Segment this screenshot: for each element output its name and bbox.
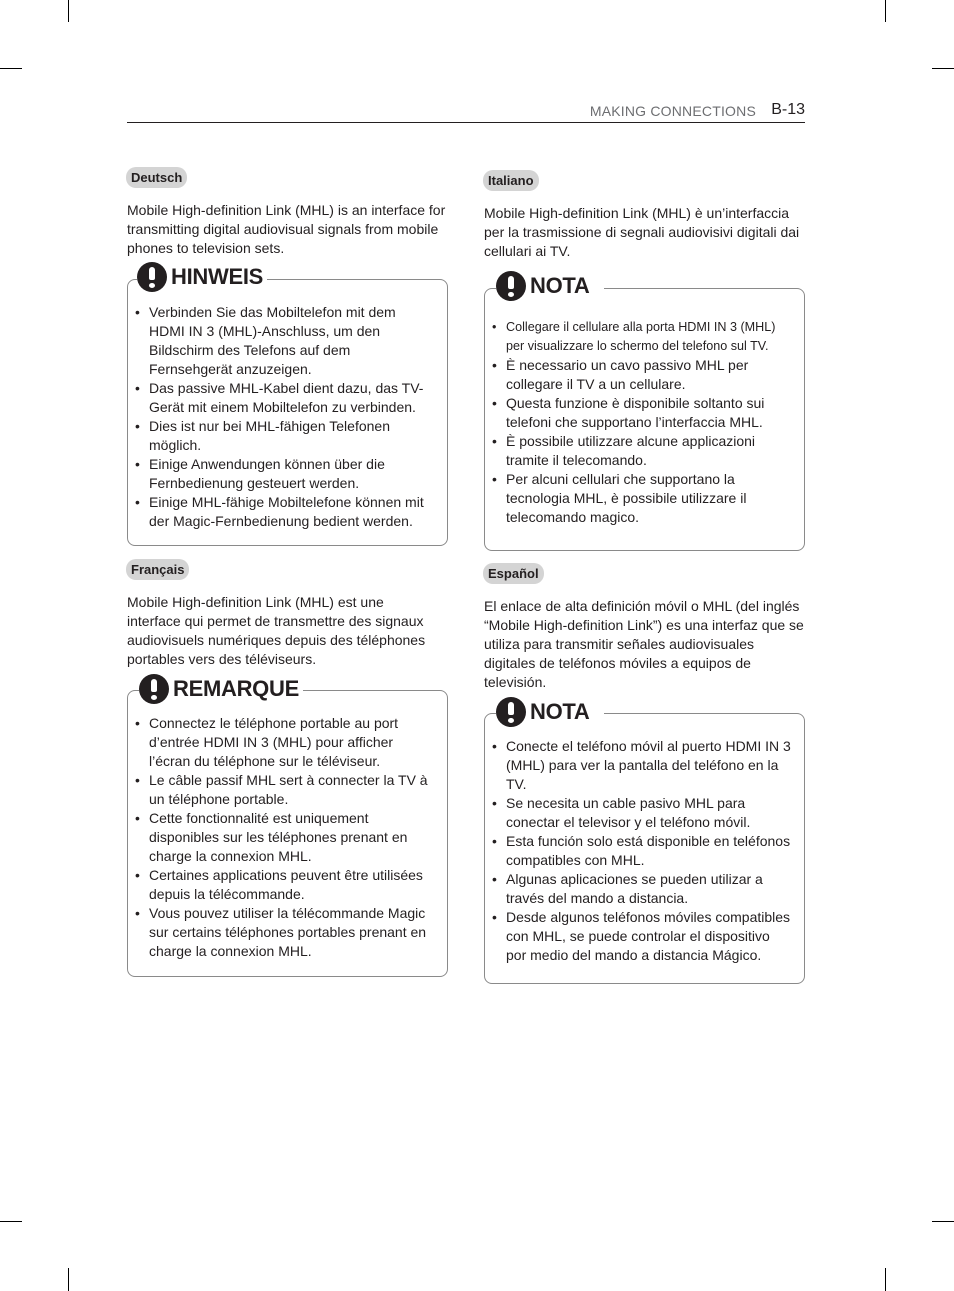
crop-mark	[932, 1221, 954, 1222]
note-title: REMARQUE	[173, 676, 299, 701]
page-header	[127, 100, 805, 123]
note-heading-remarque	[139, 674, 303, 704]
list-item: • Certaines applications peuvent être utilisées depuis la télécommande.	[135, 866, 435, 904]
crop-mark	[68, 1268, 69, 1291]
list-item: • Einige MHL-fähige Mobiltelefone können mit der Magic-Fernbedienung bedient werden.	[135, 493, 432, 531]
list-item: • Conecte el teléfono móvil al puerto HDMI IN 3 (MHL) para ver la pantalla del teléfono en la TV.	[492, 737, 792, 794]
list-item: • Verbinden Sie das Mobiltelefon mit dem HDMI IN 3 (MHL)-Anschluss, um den Bildschirm des Telefons auf dem Fernsehgerät anzuzeigen.	[135, 303, 432, 379]
warning-icon	[496, 271, 526, 301]
note-title: HINWEIS	[171, 264, 264, 289]
section-title: MAKING CONNECTIONS	[589, 103, 756, 119]
language-tag-deutsch: Deutsch	[126, 167, 187, 188]
crop-mark	[885, 0, 886, 22]
language-tag-francais: Français	[126, 559, 189, 580]
list-item: • Dies ist nur bei MHL-fähigen Telefonen möglich.	[135, 417, 432, 455]
crop-mark	[885, 1268, 886, 1291]
list-item: • Se necesita un cable pasivo MHL para conectar el televisor y el teléfono móvil.	[492, 794, 792, 832]
list-item: • Algunas aplicaciones se pueden utilizar a través del mando a distancia.	[492, 870, 792, 908]
list-item: • Desde algunos teléfonos móviles compatibles con MHL, se puede controlar el dispositivo por medio del mando a distancia Mágico.	[492, 908, 792, 965]
list-item: • Einige Anwendungen können über die Fernbedienung gesteuert werden.	[135, 455, 432, 493]
language-tag-italiano: Italiano	[483, 170, 539, 191]
intro-paragraph-francais: Mobile High-definition Link (MHL) est une interface qui permet de transmettre des signaux audiovisuels numériques depuis des téléphones portables vers des téléviseurs.	[127, 594, 426, 667]
list-item: • È necessario un cavo passivo MHL per collegare il TV a un cellulare.	[492, 356, 794, 394]
note-list-hinweis	[135, 303, 432, 531]
crop-mark	[0, 68, 22, 69]
list-item: • Esta función solo está disponible en teléfonos compatibles con MHL.	[492, 832, 792, 870]
list-item: • Vous pouvez utiliser la télécommande Magic sur certains téléphones portables prenant en charge la connexion MHL.	[135, 904, 435, 961]
language-tag-espanol: Español	[483, 563, 544, 584]
list-item: • Cette fonctionnalité est uniquement disponibles sur les téléphones prenant en charge la connexion MHL.	[135, 809, 435, 866]
note-list-nota-espanol	[492, 737, 792, 965]
crop-mark	[0, 1221, 22, 1222]
list-item: • Collegare il cellulare alla porta HDMI IN 3 (MHL) per visualizzare lo schermo del telefono sul TV.	[492, 318, 794, 356]
note-title: NOTA	[530, 699, 590, 724]
note-list-nota-italiano	[492, 318, 794, 527]
note-heading-nota-espanol	[496, 697, 604, 727]
list-item: • Per alcuni cellulari che supportano la tecnologia MHL, è possibile utilizzare il telecomando magico.	[492, 470, 794, 527]
note-title: NOTA	[530, 273, 590, 298]
crop-mark	[932, 68, 954, 69]
warning-icon	[137, 262, 167, 292]
list-item: • Connectez le téléphone portable au port d’entrée HDMI IN 3 (MHL) pour afficher l’écran du téléphone sur le téléviseur.	[135, 714, 435, 771]
list-item: • Das passive MHL-Kabel dient dazu, das TV-Gerät mit einem Mobiltelefon zu verbinden.	[135, 379, 432, 417]
intro-paragraph-italiano: Mobile High-definition Link (MHL) è un’interfaccia per la trasmissione di segnali audiovisivi digitali dai cellulari ai TV.	[484, 205, 800, 259]
page-number: B-13	[771, 101, 805, 118]
list-item: • È possibile utilizzare alcune applicazioni tramite il telecomando.	[492, 432, 794, 470]
list-item: • Questa funzione è disponibile soltanto sui telefoni che supportano l’interfaccia MHL.	[492, 394, 794, 432]
intro-paragraph-deutsch: Mobile High-definition Link (MHL) is an interface for transmitting digital audiovisual signals from mobile phones to television sets.	[127, 202, 446, 256]
note-heading-hinweis	[137, 262, 267, 292]
note-list-remarque	[135, 714, 435, 961]
warning-icon	[496, 697, 526, 727]
list-item: • Le câble passif MHL sert à connecter la TV à un téléphone portable.	[135, 771, 435, 809]
warning-icon	[139, 674, 169, 704]
intro-paragraph-espanol: El enlace de alta definición móvil o MHL (del inglés “Mobile High-definition Link”) es una interfaz que se utiliza para transmitir señales audiovisuales digitales de teléfonos móviles a equipos de televisión.	[484, 598, 804, 690]
crop-mark	[68, 0, 69, 22]
note-heading-nota-italiano	[496, 271, 604, 301]
